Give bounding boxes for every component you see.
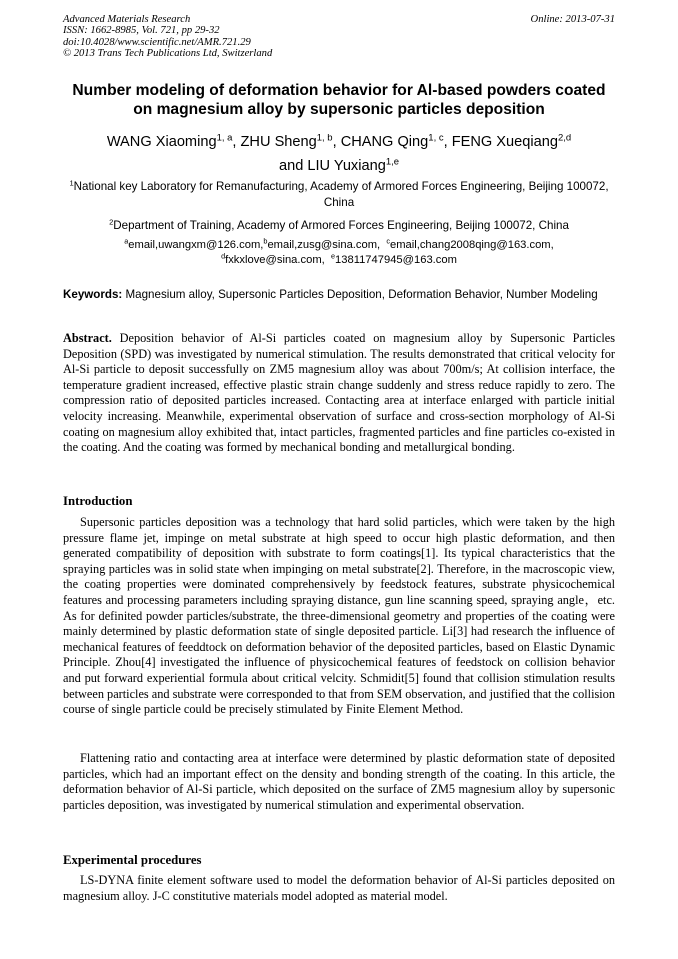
author-name: FENG Xueqiang: [451, 134, 558, 150]
introduction-paragraph-2: Flattening ratio and contacting area at interface were determined by plastic deformation state of deposited particles, which had an important effect on the density and bonding strength of the coating. In this article, the deformation behavior of Al-Si particle, which deposited on the surface of ZM5 magnesium alloy by supersonic particles deposition, was investigated by numerical stimulation and experimental observation.: [63, 751, 615, 812]
journal-name: Advanced Materials Research: [63, 14, 191, 25]
affiliation-sup: 2: [109, 217, 114, 227]
author-separator: ,: [332, 134, 341, 150]
email-sup: a: [124, 236, 129, 246]
author-sup: 1,e: [385, 156, 400, 168]
author-sup: 1, a: [216, 132, 233, 144]
email-text: 13811747945@163.com: [335, 253, 457, 266]
section-heading-introduction: Introduction: [63, 494, 133, 508]
affiliation-text: Department of Training, Academy of Armored Forces Engineering, Beijing 100072, China: [113, 219, 569, 232]
author-line-2: [63, 154, 615, 178]
section-heading-experimental: Experimental procedures: [63, 853, 202, 867]
author-line-1: [63, 130, 615, 154]
email-line-1: [63, 238, 615, 253]
affiliation-1: [63, 179, 615, 210]
author-sup: 2,d: [557, 132, 572, 144]
email-text: email,uwangxm@126.com,: [128, 239, 264, 251]
abstract-text: Deposition behavior of Al-Si particles coated on magnesium alloy by Supersonic Particles Deposition (SPD) was investigated by numerical stimulation. The results demonstrated that critical velocity for Al-Si particle to deposit successfully on ZM5 magnesium alloy was about 700m/s; At collision interface, the temperature gradient increased, effective plastic strain change suddenly and stress reduce rapidly to zero. The compression ratio of deposited particles increased. Contacting area at interface enlarged with particle initial velocity increasing. Meanwhile, experimental observation of surface and cross-section morphology of Al-Si coating on magnesium alloy exhibited that, intact particles, fragmented particles and fine particles co-existed in the coating. And the coating was formed by mechanical bonding and metallurgical bonding.: [63, 331, 615, 455]
email-sup: b: [263, 236, 268, 246]
online-date: Online: 2013-07-31: [530, 14, 615, 25]
paper-title: Number modeling of deformation behavior for Al-based powders coated on magnesium alloy by supersonic particles deposition: [72, 82, 606, 118]
author-prefix: and: [278, 158, 308, 174]
author-separator: ,: [443, 134, 452, 150]
keywords-text: Magnesium alloy, Supersonic Particles Deposition, Deformation Behavior, Number Modeling: [122, 288, 598, 301]
introduction-paragraph-1: Supersonic particles deposition was a technology that hard solid particles, which were taken by the high pressure flame jet, impinge on metal substrate at high speed to occur high plastic deformation, and then generated compatibility of deposition with substrate to form coatings[1]. Its typical characteristics that the spraying particles was in solid state when impinging on metal substrate[2]. Therefore, in the macroscopic view, the coating properties were dominated comprehensively by feedstock features, substrate physicochemical features and processing parameters including spraying distance, gun line scanning speed, spraying angle，etc. As for definited powder particles/substrate, the three-dimensional geometry and properties of the coating were mainly determined by plastic deformation state of single deposited particle. Li[3] had research the influence of mechanical features of feeddtock on deformation behavior of the deposited particles, based on Elastic Dynamic Principle. Zhou[4] investigated the influence of physicochemical features of feedstock on collision behavior and put forward experiential formula about critical velcity. Schmidit[5] found that collision stimulation results between particles and substrate were corresponded to that from SEM observation, and justified that the collision course of single particle could be precisely stimulated by Finite Element Method.: [63, 515, 615, 717]
affiliation-text: National key Laboratory for Remanufacturing, Academy of Armored Forces Engineering, Beijing 100072, China: [73, 180, 609, 209]
email-sup: c: [386, 236, 390, 246]
issn-line: ISSN: 1662-8985, Vol. 721, pp 29-32: [63, 25, 220, 37]
email-sup: e: [330, 251, 336, 261]
email-list: [63, 238, 615, 267]
author-name: CHANG Qing: [340, 134, 429, 150]
keywords-block: [63, 288, 615, 303]
keywords-label: Keywords:: [63, 288, 123, 301]
email-text: email,zusg@sina.com,: [267, 239, 387, 251]
email-text: email,chang2008qing@163.com,: [390, 239, 554, 251]
author-sup: 1, b: [316, 132, 333, 144]
doi-line: doi:10.4028/www.scientific.net/AMR.721.29: [63, 36, 251, 48]
author-list: [63, 130, 615, 178]
abstract-label: Abstract.: [63, 331, 112, 345]
email-line-2: [63, 253, 615, 268]
author-name: ZHU Sheng: [240, 134, 317, 150]
author-separator: ,: [232, 134, 241, 150]
copyright-line: © 2013 Trans Tech Publications Ltd, Switzerland: [63, 47, 273, 59]
author-name: WANG Xiaoming: [106, 134, 217, 150]
author-sup: 1, c: [428, 132, 444, 144]
affiliation-2: [63, 218, 615, 234]
abstract-block: [63, 331, 615, 456]
email-sup: d: [221, 251, 226, 261]
experimental-paragraph-1: LS-DYNA finite element software used to model the deformation behavior of Al-Si particles deposited on magnesium alloy. J-C constitutive materials model adopted as material model.: [63, 873, 615, 903]
author-name: LIU Yuxiang: [307, 158, 386, 174]
journal-header: [63, 14, 615, 59]
email-text: fxkxlove@sina.com,: [225, 253, 331, 266]
affiliation-sup: 1: [69, 178, 74, 188]
